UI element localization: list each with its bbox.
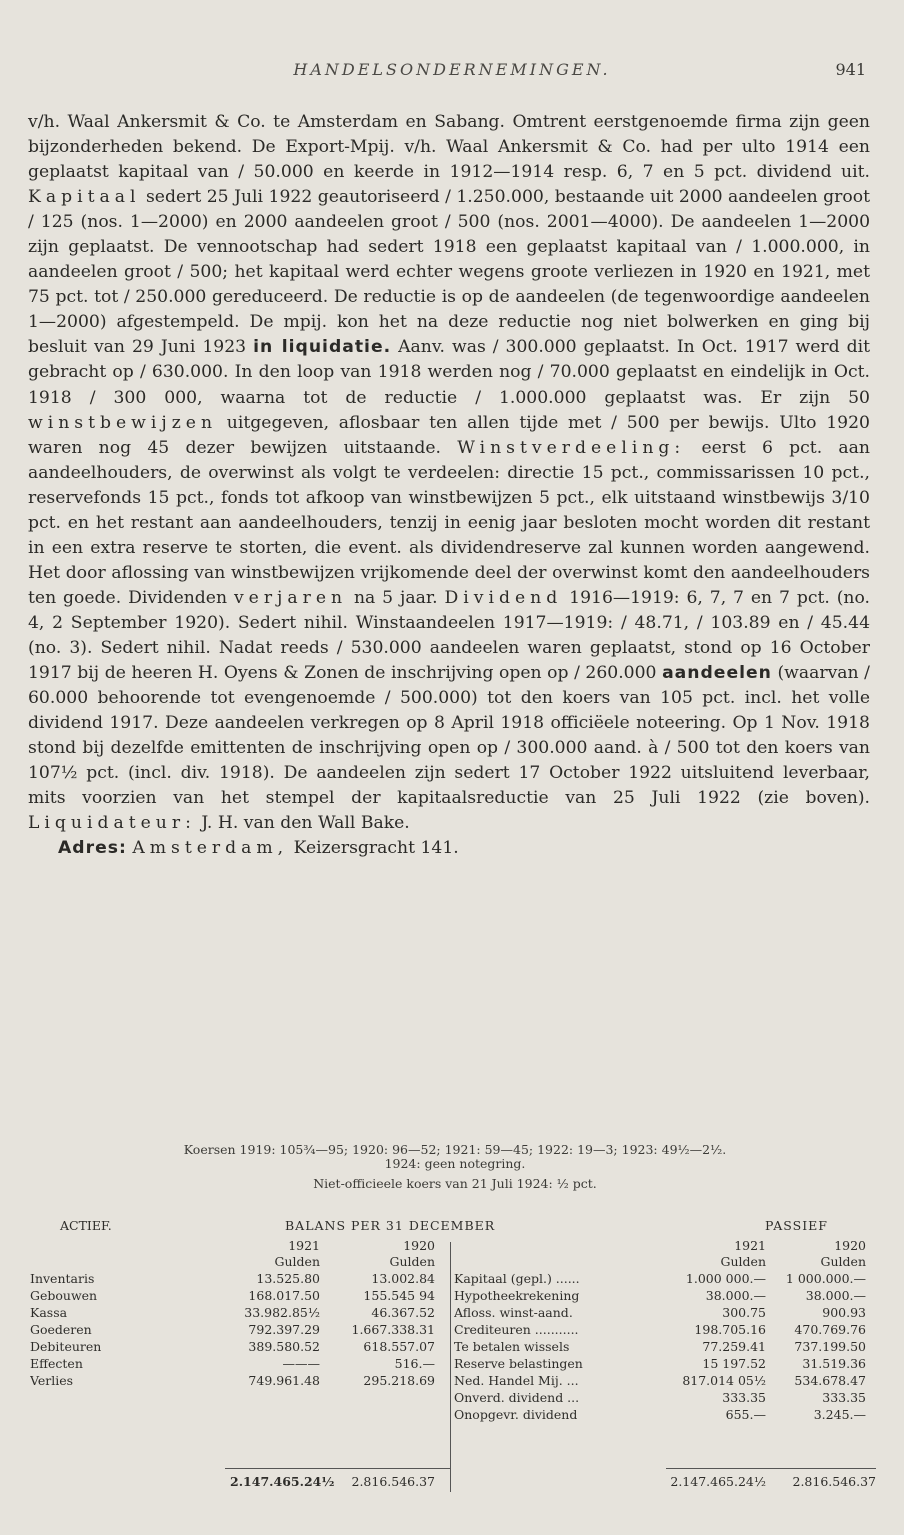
row-label: Kapitaal (gepl.) ...... — [454, 1271, 580, 1286]
row-label: Onverd. dividend ... — [454, 1390, 580, 1405]
winstverdeeling-heading: Winstverdeeling: — [457, 437, 686, 458]
table-row — [454, 1372, 876, 1389]
cell-1920: 900.93 — [822, 1305, 866, 1320]
row-label: Onopgevr. dividend — [454, 1407, 578, 1422]
total-passief-1920: 2.816.546.37 — [792, 1474, 876, 1489]
table-row — [454, 1355, 876, 1372]
cell-1921: 168.017.50 — [248, 1288, 320, 1303]
paragraph-winstbewijzen: uitgegeven, aflosbaar ten allen tijde met / 500 per bewijs. Ulto 1920 waren nog 45 dezer bewijzen uitstaande. — [28, 412, 870, 458]
table-row — [454, 1321, 876, 1338]
paragraph-dividend: 1916—1919: 6, 7, 7 en 7 pct. (no. 4, 2 September 1920). Sedert nihil. Winstaandeelen 1917—1919: / 48.71, / 103.89 en / 45.44 (no. 3). Sedert nihil. Nadat reeds / 530.000 aandeelen waren geplaatst, stond op 16 October 1917 bij de heeren H. Oyens & Zonen de inschrijving open op / 260.000 — [28, 587, 870, 684]
cell-1920: 737.199.50 — [794, 1339, 866, 1354]
cell-1920: 38.000.— — [805, 1288, 866, 1303]
table-row — [30, 1372, 445, 1389]
paragraph-placement: Aanv. was / 300.000 geplaatst. In Oct. 1917 werd dit gebracht op / 630.000. In den loop van 1918 werden nog / 70.000 geplaatst en eindelijk in Oct. 1918 / 300 000, waarna tot de reductie / 1.000.000 geplaatst was. Er zijn 50 — [28, 337, 871, 408]
verjaren-heading: verjaren — [233, 587, 348, 608]
year-header — [30, 1238, 445, 1254]
cell-1920: 295.218.69 — [363, 1373, 435, 1388]
cell-1921: 389.580.52 — [248, 1339, 320, 1354]
adres-city: Amsterdam, — [132, 838, 289, 859]
unit-label: Gulden — [720, 1254, 766, 1269]
table-row — [454, 1389, 876, 1406]
row-label: Reserve belastingen — [454, 1356, 583, 1371]
cell-1921: 198.705.16 — [694, 1322, 766, 1337]
total-rule — [666, 1468, 876, 1469]
cell-1921: 792.397.29 — [248, 1322, 320, 1337]
company-description — [28, 110, 870, 861]
actief-column — [30, 1238, 445, 1389]
unit-label: Gulden — [389, 1254, 435, 1269]
row-label: Te betalen wissels — [454, 1339, 570, 1354]
liquidateur-name: J. H. van den Wall Bake. — [201, 813, 410, 834]
koersen-official: Niet-officieele koers van 21 Juli 1924: ½ pct. — [313, 1176, 597, 1191]
unit-label: Gulden — [274, 1254, 320, 1269]
table-row — [454, 1304, 876, 1321]
koersen-block — [60, 1140, 850, 1194]
koersen-line: Koersen 1919: 105¾—95; 1920: 96—52; 1921: 59—45; 1922: 19—3; 1923: 49½—2½. — [183, 1142, 727, 1157]
unit-header — [454, 1254, 876, 1270]
cell-1921: 33.982.85½ — [244, 1305, 320, 1320]
paragraph-kapitaal: sedert 25 Juli 1922 geautoriseerd / 1.250.000, bestaande uit 2000 aandeelen groot / 125 (nos. 1—2000) en 2000 aandeelen groot / 500 (nos. 2001—4000). De aandeelen 1—2000 zijn geplaatst. De vennootschap had sedert 1918 een geplaatst kapitaal van / 1.000.000, in aandeelen groot / 500; het kapitaal werd echter wegens groote verliezen in 1920 en 1921, met 75 pct. tot / 250.000 gereduceerd. De reductie is op de aandeelen (de tegenwoordige aandeelen 1—2000) afgestempeld. De mpij. kon het na deze reductie nog niet bolwerken en ging bij besluit van 29 Juni 1923 — [28, 187, 870, 358]
unit-header — [30, 1254, 445, 1270]
cell-1921: 333.35 — [722, 1390, 766, 1405]
liquidatie-heading: in liquidatie. — [253, 337, 392, 358]
paragraph-intro: v/h. Waal Ankersmit & Co. te Amsterdam en Sabang. Omtrent eerstgenoemde firma zijn geen bijzonderheden bekend. De Export-Mpij. v/h. Waal Ankersmit & Co. had per ulto 1914 een geplaatst kapitaal van / 50.000 en keerde in 1912—1914 resp. 6, 7 en 5 pct. dividend uit. — [28, 112, 870, 183]
totals-row — [30, 1474, 876, 1492]
cell-1920: 1 000.000.— — [785, 1271, 866, 1286]
cell-1920: 31.519.36 — [802, 1356, 866, 1371]
table-row — [30, 1355, 445, 1372]
row-label: Debiteuren — [30, 1339, 102, 1354]
row-label: Verlies — [30, 1373, 74, 1388]
row-label: Effecten — [30, 1356, 83, 1371]
table-row — [30, 1338, 445, 1355]
cell-1920: 13.002.84 — [371, 1271, 435, 1286]
cell-1921: 15 197.52 — [702, 1356, 766, 1371]
cell-1920: 470.769.76 — [794, 1322, 866, 1337]
table-row — [454, 1270, 876, 1287]
page-title: HANDELSONDERNEMINGEN. — [293, 60, 611, 79]
row-label: Ned. Handel Mij. ... — [454, 1373, 579, 1388]
row-label: Hypotheekrekening — [454, 1288, 580, 1303]
row-label: Crediteuren ........... — [454, 1322, 579, 1337]
year-label: 1920 — [403, 1238, 435, 1253]
row-label: Inventaris — [30, 1271, 95, 1286]
cell-1921: ——— — [282, 1356, 320, 1371]
kapitaal-heading: Kapitaal — [28, 187, 141, 208]
actief-heading: ACTIEF. — [60, 1218, 112, 1233]
cell-1920: 534.678.47 — [794, 1373, 866, 1388]
row-label: Goederen — [30, 1322, 92, 1337]
cell-1921: 749.961.48 — [248, 1373, 320, 1388]
cell-1921: 300.75 — [722, 1305, 766, 1320]
balance-header — [30, 1218, 876, 1238]
row-label: Afloss. winst-aand. — [454, 1305, 573, 1320]
balance-columns — [30, 1238, 876, 1518]
liquidateur-heading: Liquidateur: — [28, 813, 196, 834]
table-row — [454, 1406, 876, 1423]
aandeelen-heading: aandeelen — [662, 663, 772, 684]
table-row — [30, 1321, 445, 1338]
cell-1920: 333.35 — [822, 1390, 866, 1405]
passief-heading: PASSIEF — [765, 1218, 828, 1233]
year-label: 1921 — [734, 1238, 766, 1253]
dividend-heading: Dividend — [444, 587, 563, 608]
total-rule — [225, 1468, 450, 1469]
paragraph-verjaren: na 5 jaar. — [353, 587, 438, 608]
cell-1921: 77.259.41 — [702, 1339, 766, 1354]
cell-1921: 38.000.— — [705, 1288, 766, 1303]
passief-column — [454, 1238, 876, 1423]
row-label: Kassa — [30, 1305, 68, 1320]
column-divider — [450, 1242, 451, 1492]
cell-1920: 1.667.338.31 — [351, 1322, 435, 1337]
koersen-line: 1924: geen notegring. — [384, 1156, 526, 1171]
winstbewijzen-heading: winstbewijzen — [28, 412, 218, 433]
table-row — [454, 1287, 876, 1304]
cell-1921: 817.014 05½ — [682, 1373, 766, 1388]
page-number: 941 — [835, 60, 866, 79]
table-row — [30, 1304, 445, 1321]
paragraph-aandeelen: (waarvan / 60.000 behoorende tot evengenoemde / 500.000) tot den koers van 105 pct. incl. het volle dividend 1917. Deze aandeelen verkregen op 8 April 1918 officiëele noteering. Op 1 Nov. 1918 stond bij dezelfde emittenten de inschrijving open op / 300.000 aand. à / 500 tot den koers van 107½ pct. (incl. div. 1918). De aandeelen zijn sedert 17 October 1922 uitsluitend leverbaar, mits voorzien van het stempel der kapitaalsreductie van 25 Juli 1922 (zie boven). — [28, 663, 870, 809]
row-label: Gebouwen — [30, 1288, 98, 1303]
table-row — [454, 1338, 876, 1355]
year-header — [454, 1238, 876, 1254]
paragraph-winstverdeeling: eerst 6 pct. aan aandeelhouders, de overwinst als volgt te verdeelen: directie 15 pct., commissarissen 10 pct., reservefonds 15 pct., fonds tot afkoop van winstbewijzen 5 pct., elk uitstaand winstbewijs 3/10 pct. en het restant aan aandeelhouders, tenzij in eenig jaar besloten mocht worden dit restant in een extra reserve te storten, die event. als dividendreserve zal kunnen worden aangewend. Het door aflossing van winstbewijzen vrijkomende deel der overwinst komt den aandeelhouders ten goede. Dividenden — [28, 437, 870, 608]
cell-1920: 3.245.— — [813, 1407, 866, 1422]
adres-heading: Adres: — [58, 838, 127, 859]
cell-1920: 618.557.07 — [363, 1339, 435, 1354]
cell-1920: 516.— — [394, 1356, 435, 1371]
year-label: 1920 — [834, 1238, 866, 1253]
cell-1921: 1.000 000.— — [685, 1271, 766, 1286]
balance-title: BALANS PER 31 DECEMBER — [285, 1218, 496, 1233]
adres-street: Keizersgracht 141. — [293, 838, 459, 859]
total-actief-1920: 2.816.546.37 — [351, 1474, 435, 1489]
cell-1920: 155.545 94 — [363, 1288, 435, 1303]
table-row — [30, 1270, 445, 1287]
unit-label: Gulden — [820, 1254, 866, 1269]
year-label: 1921 — [288, 1238, 320, 1253]
total-actief-1921: 2.147.465.24½ — [230, 1474, 335, 1489]
table-row — [30, 1287, 445, 1304]
total-passief-1921: 2.147.465.24½ — [670, 1474, 766, 1489]
cell-1921: 655.— — [725, 1407, 766, 1422]
balance-sheet — [30, 1218, 876, 1518]
cell-1921: 13.525.80 — [256, 1271, 320, 1286]
cell-1920: 46.367.52 — [371, 1305, 435, 1320]
running-header — [0, 60, 904, 90]
